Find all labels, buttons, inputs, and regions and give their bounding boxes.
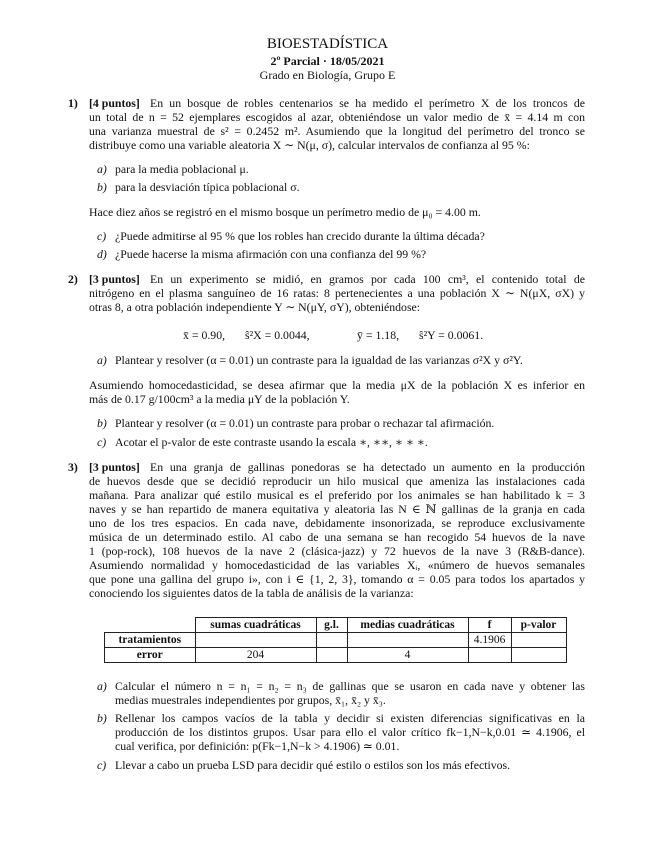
table-cell (468, 648, 511, 663)
item-text: producción de los distintos grupos. Usar para ello el valor crítico fk−1,N−k,0.01 ≃ 4.1906, el (115, 725, 585, 739)
question-text-line: que pone una gallina del grupo i», con i ∈ {1, 2, 3}, tomando α = 0.05 para todos los apartados y (89, 572, 585, 586)
exam-subtitle: 2º Parcial · 18/05/2021 (270, 54, 385, 68)
question-text-line: Hace diez años se registró en el mismo bosque un perímetro medio de μ₀ = 4.00 m. (89, 205, 481, 219)
table-header: medias cuadráticas (347, 618, 468, 633)
item-text: Plantear y resolver (α = 0.01) un contraste para probar o rechazar tal afirmación. (115, 416, 495, 430)
stat-sy: ŝ²Y = 0.0061. (419, 328, 484, 342)
item-text: cual verifica, por definición: p(Fk−1,N−k > 4.1906) ≃ 0.01. (115, 739, 400, 753)
question-number: 3) (68, 460, 78, 474)
course-group: Grado en Biología, Grupo E (259, 68, 396, 82)
table-cell (316, 633, 347, 648)
item-label: b) (97, 711, 107, 725)
table-header: sumas cuadráticas (195, 618, 316, 633)
anova-table (104, 617, 567, 663)
item-label: c) (97, 758, 107, 772)
item-text: ¿Puede admitirse al 95 % que los robles han crecido durante la última década? (115, 229, 485, 243)
question-text-line: distribuye como una variable aleatoria X ∼ N(μ, σ), calcular intervalos de confianza al 95 %: (89, 138, 530, 152)
question-text-line: En un experimento se midió, en gramos por cada 100 cm³, el contenido total de (150, 272, 585, 286)
item-text: medias muestrales independientes por grupos, x̄₁, x̄₂ y x̄₃. (115, 693, 386, 707)
item-text: Acotar el p-valor de este contraste usando la escala ∗, ∗∗, ∗ ∗ ∗. (115, 435, 428, 449)
question-text-line: naves y se han repartido de manera equitativa y aleatoria las N ∈ ℕ gallinas de la granja en cada (89, 502, 585, 516)
row-label: tratamientos (105, 633, 196, 648)
question-text-line: música de un determinado estilo. Al cabo de una semana se han recogido 54 huevos de la nave (89, 530, 585, 544)
item-text: Rellenar los campos vacíos de la tabla y decidir si existen diferencias significativas en la (115, 711, 585, 725)
question-text-line: conociendo los siguientes datos de la tabla de análisis de la varianza: (89, 586, 414, 600)
question-text-line: más de 0.17 g/100cm³ a la media μY de la población Y. (89, 392, 350, 406)
table-cell (511, 648, 566, 663)
question-text-line: En una granja de gallinas ponedoras se ha detectado un aumento en la producción (150, 460, 585, 474)
item-label: c) (97, 435, 107, 449)
question-text-line: de huevos desde que se decidió reproducir un hilo musical que ameniza las instalaciones cada (89, 474, 585, 488)
question-number: 1) (68, 96, 78, 110)
table-row (105, 633, 567, 648)
question-points: [3 puntos] (89, 460, 140, 474)
question-number: 2) (68, 272, 78, 286)
question-points: [4 puntos] (89, 96, 140, 110)
table-cell (511, 633, 566, 648)
question-text-line: un total de n = 52 ejemplares escogidos al azar, obteniéndose un valor medio de x̄ = 4.14 m con (89, 110, 585, 124)
table-header: p-valor (511, 618, 566, 633)
item-label: d) (97, 247, 107, 261)
table-header-row (105, 618, 567, 633)
item-label: c) (97, 229, 107, 243)
question-points: [3 puntos] (89, 272, 140, 286)
table-header: f (468, 618, 511, 633)
table-corner (105, 618, 196, 633)
item-label: b) (97, 416, 107, 430)
item-text: para la desviación típica poblacional σ. (115, 180, 300, 194)
question-text-line: mañana. Para analizar qué estilo musical es el preferido por los animales se han habilitado k = 3 (89, 488, 585, 502)
question-text-line: otras 8, a otra población independiente Y ∼ N(μY, σY), obteniéndose: (89, 300, 421, 314)
question-text-line: uno de los tres espacios. En cada nave, debidamente insonorizada, se reproduce exclusivamente (89, 516, 585, 530)
stat-ybar: ȳ = 1.18, (357, 328, 400, 342)
item-text: Llevar a cabo un prueba LSD para decidir qué estilo o estilos son los más efectivos. (115, 758, 511, 772)
item-text: Plantear y resolver (α = 0.01) un contraste para la igualdad de las varianzas σ²X y σ²Y. (115, 353, 523, 367)
table-cell: 204 (195, 648, 316, 663)
item-label: a) (97, 679, 107, 693)
stat-sx: ŝ²X = 0.0044, (245, 328, 310, 342)
table-cell (316, 648, 347, 663)
table-cell: 4 (347, 648, 468, 663)
question-text-line: Asumiendo homocedasticidad, se desea afirmar que la media μX de la población X es inferior en (89, 378, 585, 392)
table-cell: 4.1906 (468, 633, 511, 648)
table-cell (195, 633, 316, 648)
item-text: para la media poblacional μ. (115, 162, 249, 176)
question-text-line: una varianza muestral de s² = 0.2452 m². Asumiendo que la longitud del perímetro del tronco se (89, 124, 585, 138)
item-text: ¿Puede hacerse la misma afirmación con una confianza del 99 %? (115, 247, 427, 261)
document-title: BIOESTADÍSTICA (266, 36, 389, 52)
item-label: b) (97, 180, 107, 194)
item-label: a) (97, 353, 107, 367)
table-header: g.l. (316, 618, 347, 633)
question-text-line: Asumiendo normalidad y homocedasticidad de las variables Xᵢ, «número de huevos semanales (89, 558, 585, 572)
table-row (105, 648, 567, 663)
question-text-line: 1 (pop-rock), 108 huevos de la nave 2 (clásica-jazz) y 72 huevos de la nave 3 (R&B-dance). (89, 544, 585, 558)
stat-xbar: x̄ = 0.90, (183, 328, 226, 342)
question-text-line: En un bosque de robles centenarios se ha medido el perímetro X de los troncos de (150, 96, 585, 110)
table-cell (347, 633, 468, 648)
question-text-line: nitrógeno en el plasma sanguíneo de 16 ratas: 8 pertenecientes a una población X ∼ N(μX, σX) y (89, 286, 585, 300)
item-label: a) (97, 162, 107, 176)
item-text: Calcular el número n = n₁ = n₂ = n₃ de gallinas que se usaron en cada nave y obtener las (115, 679, 585, 693)
row-label: error (105, 648, 196, 663)
